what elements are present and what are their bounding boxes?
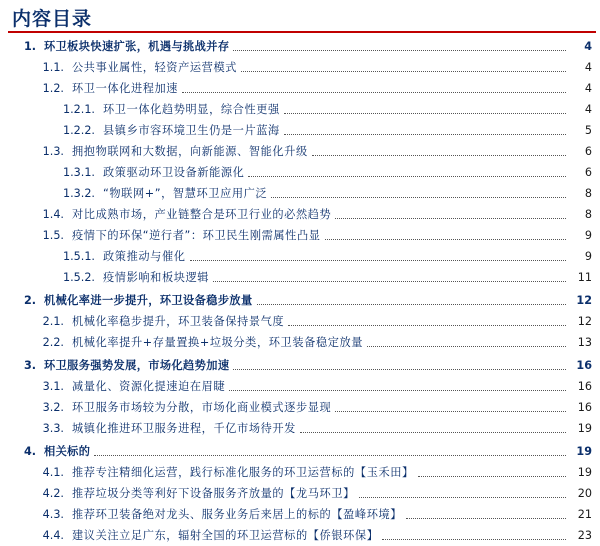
toc-entry-number: 3.3. [42,421,64,435]
toc-entry-title: 推荐专注精细化运营，践行标准化服务的环卫运营标的【玉禾田】 [72,465,414,479]
toc-entry-page: 12 [576,293,592,307]
toc-entry-title: 城镇化推进环卫服务进程，千亿市场待开发 [72,421,296,435]
dot-leader [284,124,566,135]
toc-entry-title: 县镇乡市容环境卫生仍是一片蓝海 [103,123,280,137]
dot-leader [241,61,566,72]
dot-leader [312,145,566,156]
toc-entry-title: 机械化率进一步提升，环卫设备稳步放量 [44,293,253,307]
toc-entry[interactable] [0,397,600,418]
toc-entry-title: 环卫一体化进程加速 [72,81,179,95]
toc-entry-title: “物联网+”，智慧环卫应用广泛 [103,186,268,200]
toc-entry-page: 19 [577,465,592,479]
dot-leader [284,103,566,114]
dot-leader [288,315,566,326]
toc-entry-page: 19 [576,444,592,458]
toc-entry-title: 推荐环卫装备绝对龙头、服务业务后来居上的标的【盈峰环境】 [72,507,403,521]
toc-entry-number: 3.1. [42,379,64,393]
toc-entry[interactable] [0,483,600,504]
dot-leader [233,40,566,51]
dot-leader [229,380,566,391]
toc-entry-page: 20 [577,486,592,500]
toc-entry[interactable] [0,225,600,246]
toc-entry-number: 2. [23,293,36,307]
toc-entry[interactable] [0,525,600,546]
toc-entry-page: 6 [584,144,592,158]
toc-entry[interactable] [0,204,600,225]
toc-entry[interactable] [0,267,600,288]
toc-entry-page: 9 [584,228,592,242]
toc-entry-title: 推荐垃圾分类等利好下设备服务齐放量的【龙马环卫】 [72,486,355,500]
toc-entry[interactable] [0,504,600,525]
toc-entry-title: 对比成熟市场，产业链整合是环卫行业的必然趋势 [72,207,332,221]
toc-entry-number: 1.5. [42,228,64,242]
toc-entry-number: 3. [23,358,36,372]
toc-entry-page: 4 [584,39,592,53]
title-divider [8,31,596,33]
toc-entry[interactable] [0,36,600,57]
toc-entry[interactable] [0,418,600,439]
toc-entry[interactable] [0,99,600,120]
toc-entry-title: 拥抱物联网和大数据，向新能源、智能化升级 [72,144,308,158]
toc-entry-page: 16 [576,358,592,372]
toc-entry[interactable] [0,120,600,141]
toc-entry[interactable] [0,57,600,78]
dot-leader [213,271,566,282]
toc-entry-page: 23 [577,528,592,542]
toc-entry[interactable] [0,332,600,353]
toc-entry[interactable] [0,141,600,162]
dot-leader [190,250,566,261]
toc-entry-page: 8 [584,186,592,200]
toc-entry-title: 环卫板块快速扩张，机遇与挑战并存 [44,39,230,53]
toc-entry-number: 4.3. [42,507,64,521]
toc-entry-number: 1.3.2. [62,186,95,200]
toc-entry-number: 1.3. [42,144,64,158]
dot-leader [382,529,566,540]
toc-entry-number: 3.2. [42,400,64,414]
dot-leader [94,445,566,456]
dot-leader [325,229,566,240]
toc-entry-title: 机械化率稳步提升，环卫装备保持景气度 [72,314,285,328]
toc-entry[interactable] [0,290,600,311]
toc-entry-title: 政策推动与催化 [103,249,186,263]
dot-leader [367,336,566,347]
toc-entry-title: 环卫一体化趋势明显，综合性更强 [103,102,280,116]
toc-entry[interactable] [0,311,600,332]
toc-entry-page: 9 [584,249,592,263]
toc-entry-title: 政策驱动环卫设备新能源化 [103,165,245,179]
dot-leader [335,208,566,219]
toc-entry-number: 4.2. [42,486,64,500]
toc-entry[interactable] [0,376,600,397]
toc-entry[interactable] [0,183,600,204]
toc-entry-number: 1.1. [42,60,64,74]
toc-entry-page: 12 [577,314,592,328]
toc-entry-title: 公共事业属性，轻资产运营模式 [72,60,238,74]
toc-entry-number: 4. [23,444,36,458]
dot-leader [359,487,566,498]
toc-entry-page: 21 [577,507,592,521]
toc-entry-title: 疫情下的环保“逆行者”：环卫民生刚需属性凸显 [72,228,321,242]
toc-entry-page: 16 [577,379,592,393]
dot-leader [418,466,566,477]
toc-entry-title: 环卫服务强势发展，市场化趋势加速 [44,358,230,372]
toc-entry-title: 减量化、资源化提速迫在眉睫 [72,379,226,393]
toc-entry-number: 1.5.1. [62,249,95,263]
table-of-contents [0,36,600,546]
dot-leader [271,187,566,198]
toc-entry-page: 6 [584,165,592,179]
toc-entry-title: 机械化率提升+存量置换+垃圾分类，环卫装备稳定放量 [72,335,364,349]
toc-entry-page: 4 [584,102,592,116]
toc-entry-number: 1.2.2. [62,123,95,137]
toc-entry-page: 16 [577,400,592,414]
toc-entry-number: 4.4. [42,528,64,542]
toc-entry[interactable] [0,355,600,376]
dot-leader [300,422,566,433]
toc-entry-number: 1.5.2. [62,270,95,284]
toc-entry[interactable] [0,78,600,99]
toc-entry[interactable] [0,462,600,483]
toc-entry-page: 11 [577,270,592,284]
toc-entry[interactable] [0,246,600,267]
toc-entry-page: 19 [577,421,592,435]
toc-entry-title: 疫情影响和板块逻辑 [103,270,210,284]
page-title: 内容目录 [12,8,93,30]
toc-entry-number: 1.4. [42,207,64,221]
dot-leader [335,401,566,412]
toc-entry-number: 2.1. [42,314,64,328]
toc-entry-number: 2.2. [42,335,64,349]
toc-entry-number: 1.3.1. [62,165,95,179]
dot-leader [248,166,566,177]
toc-entry-number: 1. [23,39,36,53]
toc-entry-number: 4.1. [42,465,64,479]
dot-leader [182,82,566,93]
toc-entry-page: 8 [584,207,592,221]
toc-entry-page: 4 [584,81,592,95]
dot-leader [406,508,566,519]
toc-entry-page: 5 [584,123,592,137]
toc-entry-number: 1.2.1. [62,102,95,116]
dot-leader [233,359,566,370]
toc-entry-title: 环卫服务市场较为分散，市场化商业模式逐步显现 [72,400,332,414]
toc-entry-title: 相关标的 [44,444,91,458]
toc-entry-page: 4 [584,60,592,74]
toc-entry-number: 1.2. [42,81,64,95]
toc-entry[interactable] [0,162,600,183]
toc-entry-title: 建议关注立足广东，辐射全国的环卫运营标的【侨银环保】 [72,528,379,542]
dot-leader [257,294,566,305]
toc-entry-page: 13 [577,335,592,349]
toc-entry[interactable] [0,441,600,462]
